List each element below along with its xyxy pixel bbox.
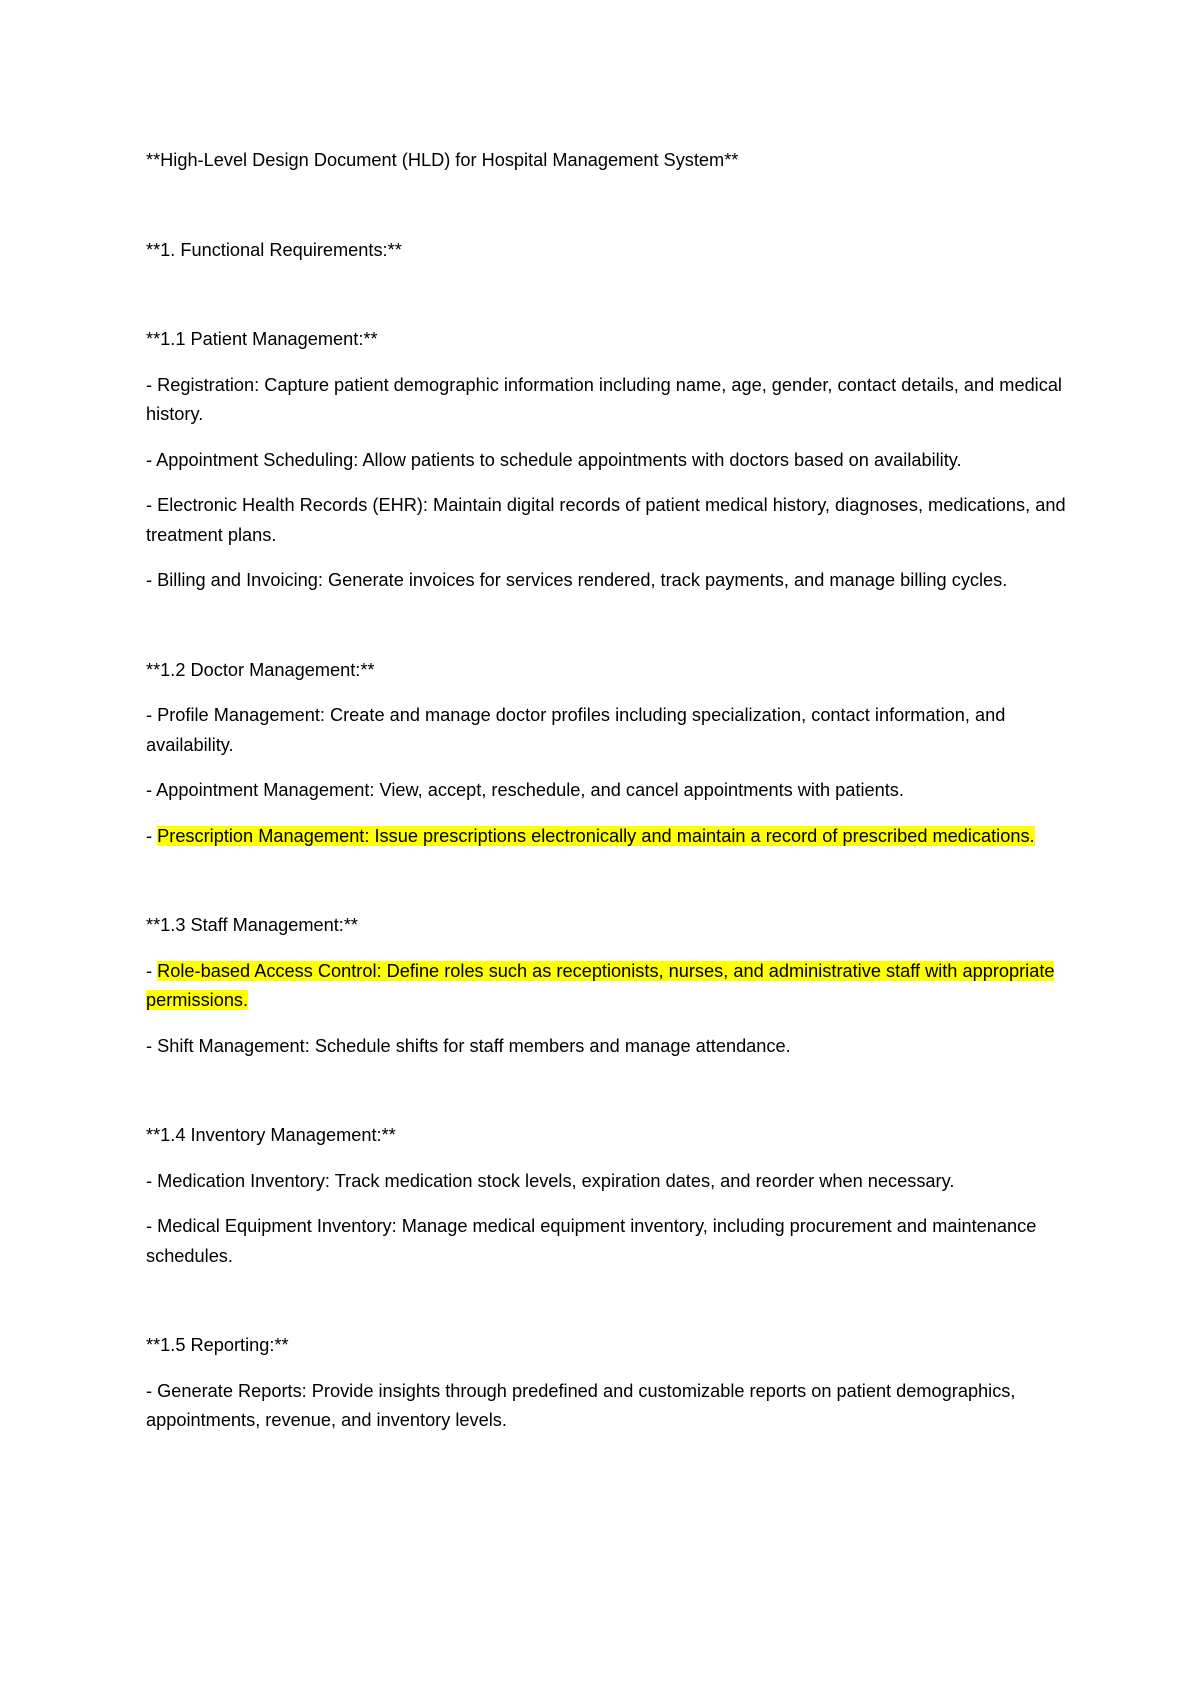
list-item-registration: - Registration: Capture patient demographic information including name, age, gender, contact details, and medical history. xyxy=(146,374,1062,424)
subsection-heading-staff-management: **1.3 Staff Management:** xyxy=(146,915,358,935)
list-item-prefix: - xyxy=(146,825,158,846)
list-item-medical-equipment-inventory: - Medical Equipment Inventory: Manage medical equipment inventory, including procurement and maintenance schedules. xyxy=(146,1216,1037,1266)
highlighted-text: Role-based Access Control: Define roles such as receptionists, nurses, and administrative staff with appropriate permissions. xyxy=(146,960,1055,1010)
list-item-shift-management: - Shift Management: Schedule shifts for staff members and manage attendance. xyxy=(146,1035,791,1056)
list-item-medication-inventory: - Medication Inventory: Track medication stock levels, expiration dates, and reorder when necessary. xyxy=(146,1170,955,1191)
subsection-heading-doctor-management: **1.2 Doctor Management:** xyxy=(146,659,375,680)
section-heading-functional-requirements: **1. Functional Requirements:** xyxy=(146,239,402,260)
list-item-appointment-scheduling: - Appointment Scheduling: Allow patients to schedule appointments with doctors based on availability. xyxy=(146,449,962,470)
list-item-profile-management: - Profile Management: Create and manage doctor profiles including specialization, contact information, and availability. xyxy=(146,705,1006,755)
subsection-heading-inventory-management: **1.4 Inventory Management:** xyxy=(146,1125,396,1145)
list-item-prescription-management xyxy=(146,822,1076,852)
list-item-ehr: - Electronic Health Records (EHR): Maintain digital records of patient medical history, diagnoses, medications, and treatment plans. xyxy=(146,495,1066,545)
subsection-heading-patient-management: **1.1 Patient Management:** xyxy=(146,329,378,349)
highlighted-text: Prescription Management: Issue prescriptions electronically and maintain a record of prescribed medications. xyxy=(157,825,1035,846)
list-item-role-based-access xyxy=(146,957,1076,1016)
document-title: **High-Level Design Document (HLD) for Hospital Management System** xyxy=(146,150,739,170)
document-body xyxy=(146,146,1076,1436)
list-item-generate-reports: - Generate Reports: Provide insights through predefined and customizable reports on patient demographics, appointments, revenue, and inventory levels. xyxy=(146,1380,1016,1430)
subsection-heading-reporting: **1.5 Reporting:** xyxy=(146,1335,289,1355)
list-item-appointment-management: - Appointment Management: View, accept, reschedule, and cancel appointments with patients. xyxy=(146,780,904,800)
list-item-prefix: - xyxy=(146,960,158,981)
list-item-billing: - Billing and Invoicing: Generate invoices for services rendered, track payments, and manage billing cycles. xyxy=(146,570,1008,590)
